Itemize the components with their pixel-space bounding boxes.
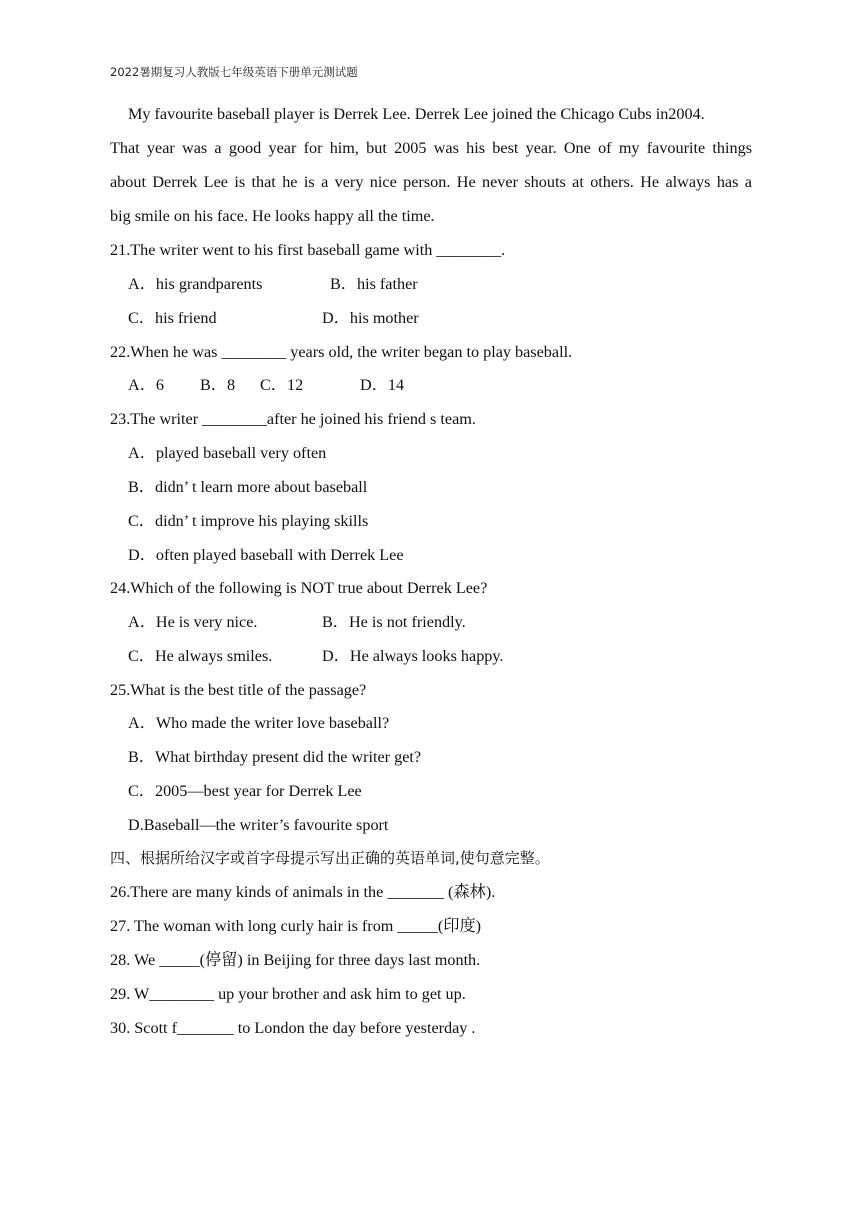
question-23-option-d: D．often played baseball with Derrek Lee <box>128 546 404 564</box>
fill-item-28: 28. We _____(停留) in Beijing for three days last month. <box>110 951 481 969</box>
question-24-option-d: D．He always looks happy. <box>322 647 504 665</box>
question-24-option-c: C．He always smiles. <box>128 647 273 665</box>
question-21-option-c: C．his friend <box>128 309 217 327</box>
passage-line-3: about Derrek Lee is that he is a very nice person. He never shouts at others. He always has a <box>110 173 752 191</box>
fill-item-29: 29. W________ up your brother and ask him to get up. <box>110 985 466 1003</box>
question-22-option-b: B．8 <box>200 376 236 394</box>
question-22-option-c: C．12 <box>260 376 304 394</box>
passage-line-1: My favourite baseball player is Derrek Lee. Derrek Lee joined the Chicago Cubs in2004. <box>128 105 705 123</box>
question-25-stem: 25.What is the best title of the passage? <box>110 681 367 699</box>
passage-line-4: big smile on his face. He looks happy all the time. <box>110 207 435 225</box>
question-23-option-a: A．played baseball very often <box>128 444 327 462</box>
question-22-option-a: A．6 <box>128 376 164 394</box>
fill-item-26: 26.There are many kinds of animals in the _______ (森林). <box>110 883 496 901</box>
question-21-option-b: B．his father <box>330 275 418 293</box>
question-22-option-d: D．14 <box>360 376 405 394</box>
question-25-option-c: C．2005—best year for Derrek Lee <box>128 782 362 800</box>
question-21-option-a: A．his grandparents <box>128 275 263 293</box>
question-22-stem: 22.When he was ________ years old, the writer began to play baseball. <box>110 343 573 361</box>
fill-item-30: 30. Scott f_______ to London the day before yesterday . <box>110 1019 476 1037</box>
section-4-title: 四、根据所给汉字或首字母提示写出正确的英语单词,使句意完整。 <box>110 849 550 867</box>
question-24-stem: 24.Which of the following is NOT true about Derrek Lee? <box>110 579 488 597</box>
passage-line-2: That year was a good year for him, but 2005 was his best year. One of my favourite things <box>110 139 752 157</box>
question-25-option-d: D.Baseball—the writer’s favourite sport <box>128 816 389 834</box>
question-25-option-b: B．What birthday present did the writer get? <box>128 748 422 766</box>
page-header: 2022暑期复习人教版七年级英语下册单元测试题 <box>110 65 358 79</box>
question-21-stem: 21.The writer went to his first baseball game with ________. <box>110 241 506 259</box>
question-21-option-d: D．his mother <box>322 309 419 327</box>
question-24-option-a: A．He is very nice. <box>128 613 258 631</box>
question-25-option-a: A．Who made the writer love baseball? <box>128 714 390 732</box>
question-23-option-b: B．didn’ t learn more about baseball <box>128 478 368 496</box>
fill-item-27: 27. The woman with long curly hair is from _____(印度) <box>110 917 482 935</box>
question-23-option-c: C．didn’ t improve his playing skills <box>128 512 369 530</box>
question-23-stem: 23.The writer ________after he joined his friend s team. <box>110 410 476 428</box>
question-24-option-b: B．He is not friendly. <box>322 613 466 631</box>
